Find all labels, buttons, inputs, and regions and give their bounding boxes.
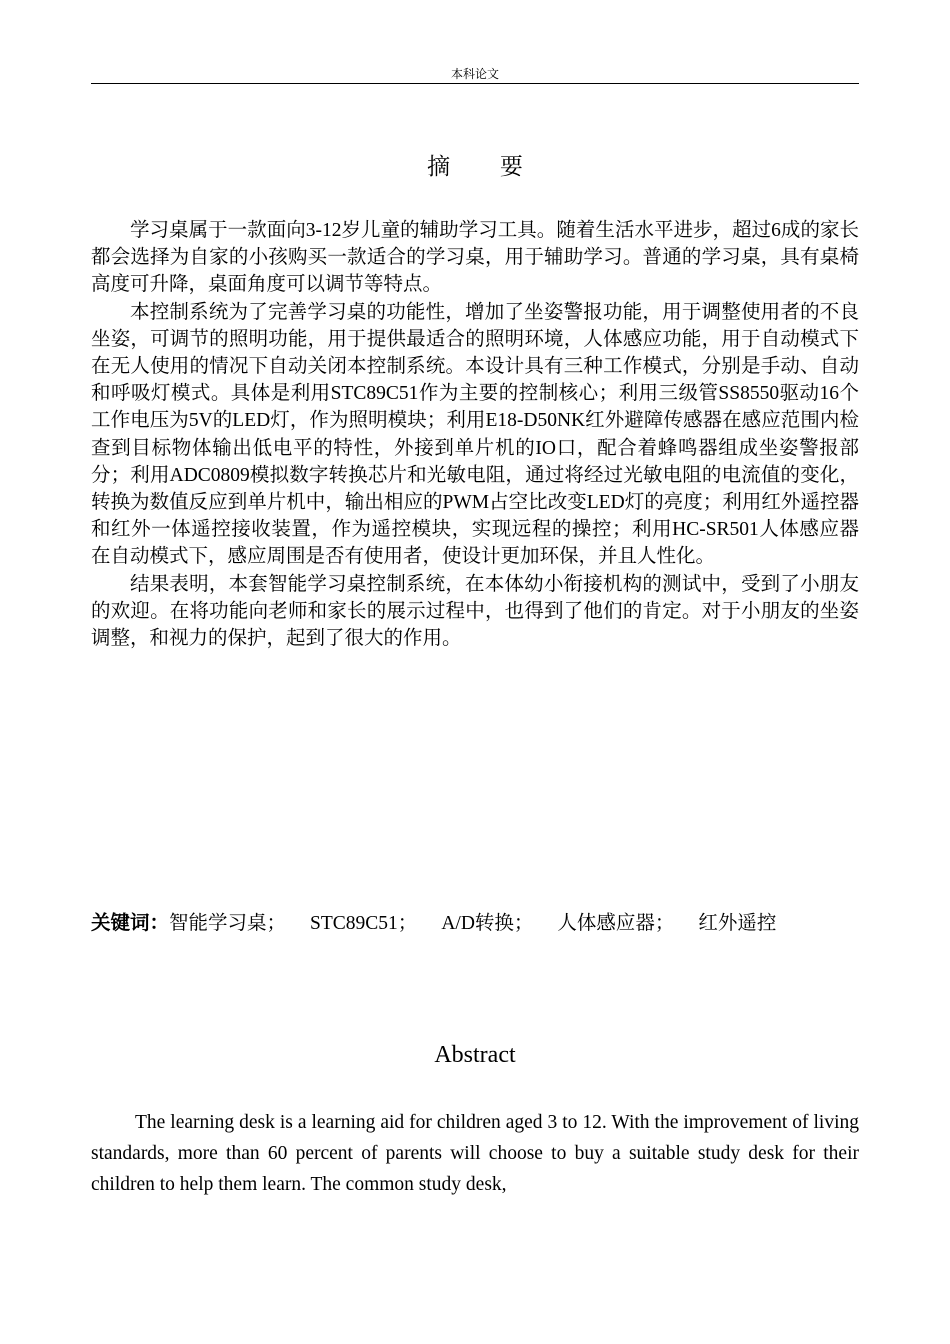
keywords-label: 关键词： (91, 913, 170, 934)
abstract-body-en (91, 1107, 859, 1200)
keyword-item: 人体感应器； (557, 913, 675, 934)
keyword-item: STC89C51； (310, 913, 418, 934)
abstract-cn-paragraph-2: 本控制系统为了完善学习桌的功能性，增加了坐姿警报功能，用于调整使用者的不良坐姿，可调节的照明功能，用于提供最适合的照明环境，人体感应功能，用于自动模式下在无人使用的情况下自动关闭本控制系统。本设计具有三种工作模式，分别是手动、自动和呼吸灯模式。具体是利用STC89C51作为主要的控制核心；利用三级管SS8550驱动16个工作电压为5V的LED灯，作为照明模块；利用E18-D50NK红外避障传感器在感应范围内检查到目标物体输出低电平的特性，外接到单片机的IO口，配合着蜂鸣器组成坐姿警报部分；利用ADC0809模拟数字转换芯片和光敏电阻，通过将经过光敏电阻的电流值的变化，转换为数值反应到单片机中，输出相应的PWM占空比改变LED灯的亮度；利用红外遥控器和红外一体遥控接收装置，作为遥控模块，实现远程的操控；利用HC-SR501人体感应器在自动模式下，感应周围是否有使用者，使设计更加环保，并且人性化。 (91, 301, 859, 568)
abstract-cn-paragraph-1: 学习桌属于一款面向3-12岁儿童的辅助学习工具。随着生活水平进步，超过6成的家长都会选择为自家的小孩购买一款适合的学习桌，用于辅助学习。普通的学习桌，具有桌椅高度可升降，桌面角度可以调节等特点。 (91, 220, 859, 296)
abstract-title-cn: 摘 要 (427, 154, 545, 179)
keyword-item: A/D转换； (441, 913, 534, 934)
keywords-line (91, 910, 859, 938)
abstract-en-paragraph-1: The learning desk is a learning aid for children aged 3 to 12. With the improvement of living standards, more than 60 percent of parents will choose to buy a suitable study desk for their children to help them learn. The common study desk, (91, 1112, 859, 1195)
keyword-item: 红外遥控 (698, 913, 777, 934)
page-header: 本科论文 (450, 67, 499, 81)
header-divider (91, 83, 859, 84)
abstract-cn-paragraph-3: 结果表明，本套智能学习桌控制系统，在本体幼小衔接机构的测试中，受到了小朋友的欢迎。在将功能向老师和家长的展示过程中，也得到了他们的肯定。对于小朋友的坐姿调整，和视力的保护，起到了很大的作用。 (91, 573, 859, 650)
abstract-body-cn (91, 217, 859, 652)
abstract-title-en: Abstract (434, 1042, 516, 1068)
keyword-item: 智能学习桌； (169, 913, 287, 934)
